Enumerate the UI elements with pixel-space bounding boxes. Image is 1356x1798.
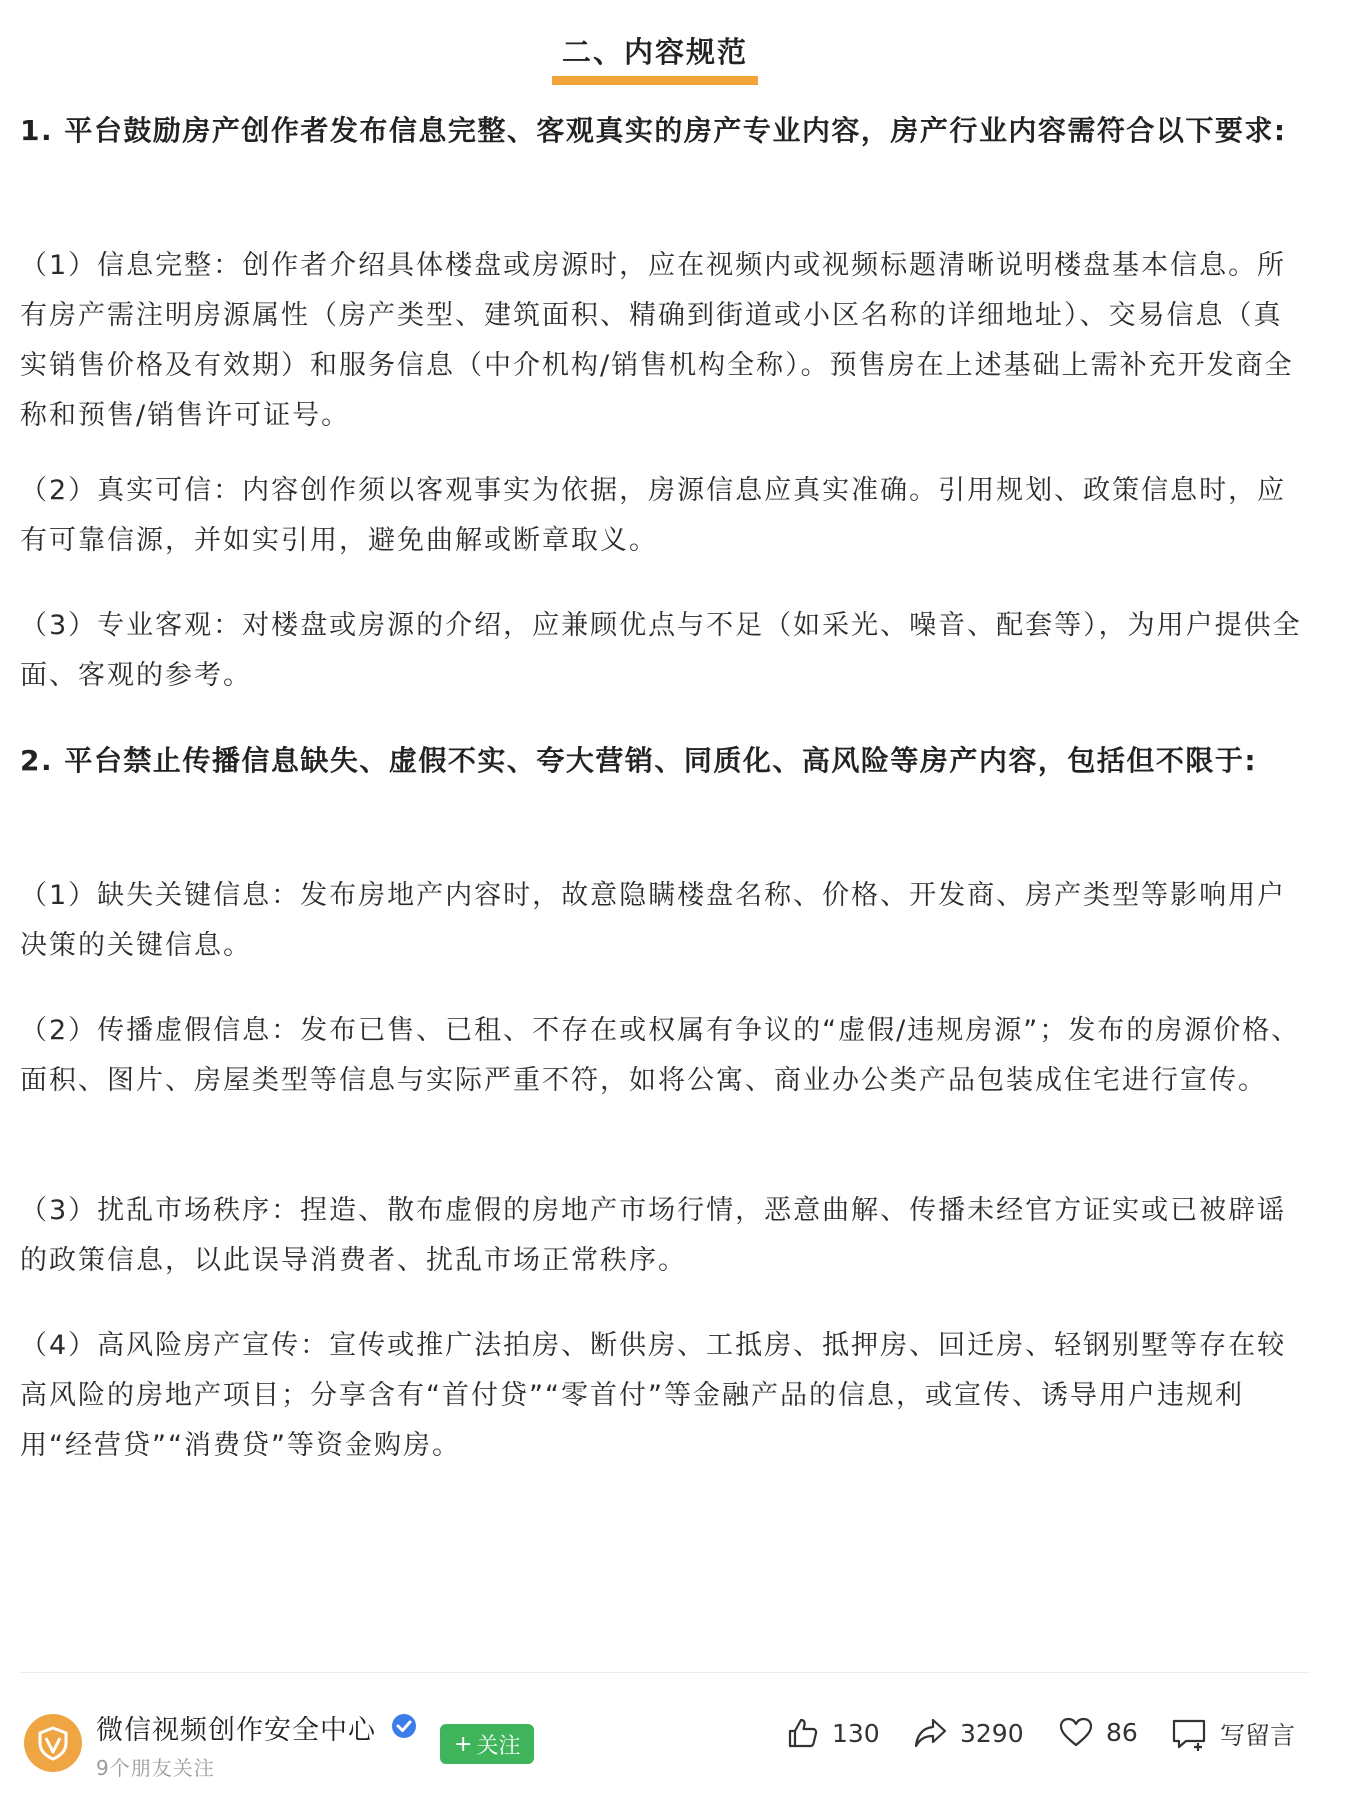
paragraph-info-complete: （1）信息完整：创作者介绍具体楼盘或房源时，应在视频内或视频标题清晰说明楼盘基本信息。所有房产需注明房源属性（房产类型、建筑面积、精确到街道或小区名称的详细地址）、交易信息（真实销售价格及有效期）和服务信息（中介机构/销售机构全称）。预售房在上述基础上需补充开发商全称和预售/销售许可证号。 (20, 250, 1294, 431)
like-button[interactable] (786, 1716, 880, 1750)
article-footer (0, 1672, 1356, 1798)
follow-label: 关注 (476, 1733, 521, 1759)
paragraph-market-order: （3）扰乱市场秩序：捏造、散布虚假的房地产市场行情，恶意曲解、传播未经官方证实或已被辟谣的政策信息，以此误导消费者、扰乱市场正常秩序。 (20, 1195, 1287, 1276)
share-button[interactable] (912, 1716, 1024, 1750)
account-name[interactable]: 微信视频创作安全中心 (96, 1715, 376, 1746)
heart-count: 86 (1106, 1717, 1138, 1747)
verified-icon (390, 1712, 418, 1740)
follow-button[interactable] (440, 1724, 534, 1764)
paragraph-heading-1: 1. 平台鼓励房产创作者发布信息完整、客观真实的房产专业内容，房产行业内容需符合以下要求: (20, 114, 1287, 147)
like-count: 130 (832, 1718, 880, 1748)
section-heading (0, 30, 1310, 71)
friends-follow-count: 9个朋友关注 (96, 1756, 215, 1780)
comment-label: 写留言 (1220, 1721, 1296, 1750)
section-title: 二、内容规范 (558, 30, 752, 71)
share-icon (912, 1716, 948, 1750)
comment-icon (1170, 1717, 1208, 1751)
paragraph-authentic: （2）真实可信：内容创作须以客观事实为依据，房源信息应真实准确。引用规划、政策信息时，应有可靠信源，并如实引用，避免曲解或断章取义。 (20, 475, 1287, 556)
account-logo-icon[interactable] (24, 1714, 82, 1772)
plus-icon: + (454, 1731, 473, 1757)
thumbs-up-icon (786, 1716, 820, 1750)
heart-button[interactable] (1058, 1716, 1138, 1748)
paragraph-heading-2: 2. 平台禁止传播信息缺失、虚假不实、夸大营销、同质化、高风险等房产内容，包括但不限于: (20, 744, 1258, 777)
paragraph-missing-info: （1）缺失关键信息：发布房地产内容时，故意隐瞒楼盘名称、价格、开发商、房产类型等影响用户决策的关键信息。 (20, 880, 1287, 961)
paragraph-false-info: （2）传播虚假信息：发布已售、已租、不存在或权属有争议的“虚假/违规房源”；发布的房源价格、面积、图片、房屋类型等信息与实际严重不符，如将公寓、商业办公类产品包装成住宅进行宣传。 (20, 1015, 1301, 1096)
heart-icon (1058, 1716, 1094, 1748)
paragraph-objective: （3）专业客观：对楼盘或房源的介绍，应兼顾优点与不足（如采光、噪音、配套等），为用户提供全面、客观的参考。 (20, 610, 1302, 691)
comment-button[interactable] (1170, 1716, 1295, 1752)
share-count: 3290 (960, 1718, 1024, 1748)
paragraph-high-risk: （4）高风险房产宣传：宣传或推广法拍房、断供房、工抵房、抵押房、回迁房、轻钢别墅等存在较高风险的房地产项目；分享含有“首付贷”“零首付”等金融产品的信息，或宣传、诱导用户违规利用“经营贷”“消费贷”等资金购房。 (20, 1330, 1287, 1461)
